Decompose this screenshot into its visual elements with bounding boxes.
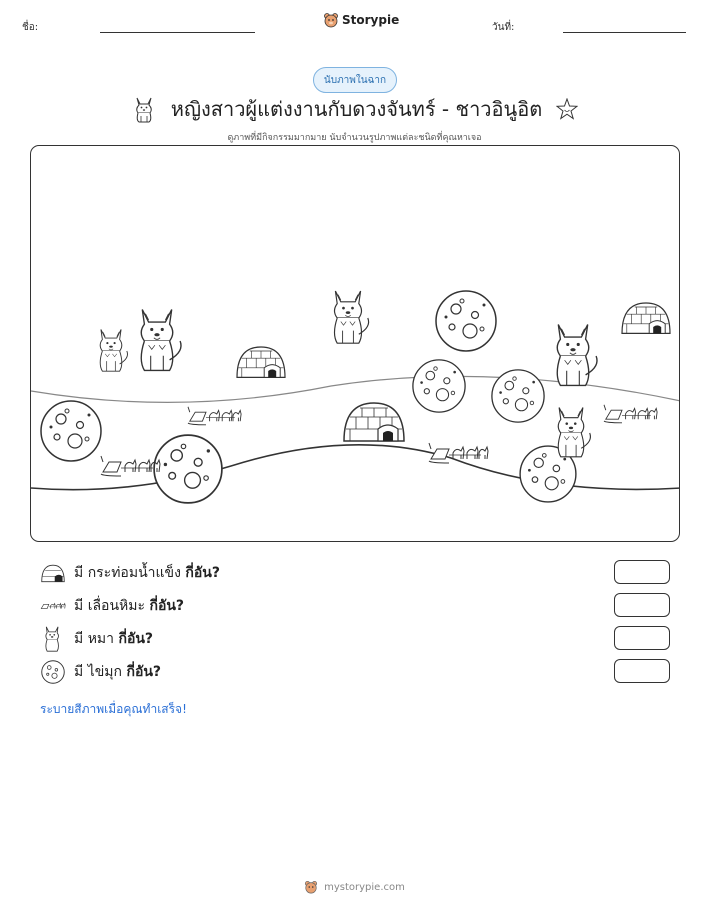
answer-box-sled[interactable] (614, 593, 670, 617)
footer-url[interactable]: mystorypie.com (324, 881, 405, 893)
question-row-sled (40, 593, 670, 619)
moon-icon (413, 360, 465, 412)
igloo-icon (237, 347, 285, 377)
dog-sled-icon (40, 599, 66, 613)
answer-box-moon[interactable] (614, 659, 670, 683)
question-text: มี เลื่อนหิมะ กี่อัน? (74, 598, 185, 614)
activity-badge: นับภาพในฉาก (313, 67, 397, 93)
title-row (0, 91, 709, 127)
dog-icon (42, 626, 64, 652)
date-line[interactable] (563, 32, 686, 33)
scene-illustration (31, 146, 680, 542)
dog-icon (558, 408, 590, 457)
moon-icon (41, 401, 101, 461)
moon-icon (436, 291, 496, 351)
dog-sled-icon (101, 456, 160, 476)
question-row-dog (40, 626, 670, 652)
name-label: ชื่อ: (22, 22, 39, 33)
moon-icon (492, 370, 544, 422)
moon-icon (41, 660, 65, 684)
bear-mascot-icon (304, 880, 318, 894)
dog-sled-icon (188, 407, 241, 425)
igloo-icon (344, 403, 404, 441)
question-text: มี หมา กี่อัน? (74, 631, 154, 647)
color-instruction: ระบายสีภาพเมื่อคุณทำเสร็จ! (40, 702, 187, 716)
moon-icon (154, 435, 222, 503)
storypie-logo (323, 12, 399, 28)
dog-icon (131, 94, 157, 124)
name-line[interactable] (100, 32, 255, 33)
page-title: หญิงสาวผู้แต่งงานกับดวงจันทร์ - ชาวอินูอิต (170, 97, 543, 121)
dog-icon (141, 310, 181, 371)
question-row-moon (40, 659, 670, 685)
dog-icon (335, 291, 369, 343)
question-text: มี ไข่มุก กี่อัน? (74, 664, 162, 680)
dog-icon (100, 329, 127, 371)
question-row-igloo (40, 560, 670, 586)
logo-text: Storypie (342, 13, 400, 27)
dog-icon (557, 325, 597, 386)
counting-scene (30, 145, 680, 542)
star-icon (556, 98, 578, 120)
answer-box-igloo[interactable] (614, 560, 670, 584)
igloo-icon (622, 303, 670, 333)
page-subtitle: ดูภาพที่มีกิจกรรมมากมาย นับจำนวนรูปภาพแต่ละชนิดที่คุณหาเจอ (227, 133, 482, 143)
igloo-icon (40, 562, 66, 584)
bear-mascot-icon (323, 12, 339, 28)
date-label: วันที่: (492, 22, 515, 33)
footer (0, 880, 709, 894)
answer-box-dog[interactable] (614, 626, 670, 650)
question-text: มี กระท่อมน้ำแข็ง กี่อัน? (74, 565, 220, 581)
dog-sled-icon (604, 405, 657, 423)
